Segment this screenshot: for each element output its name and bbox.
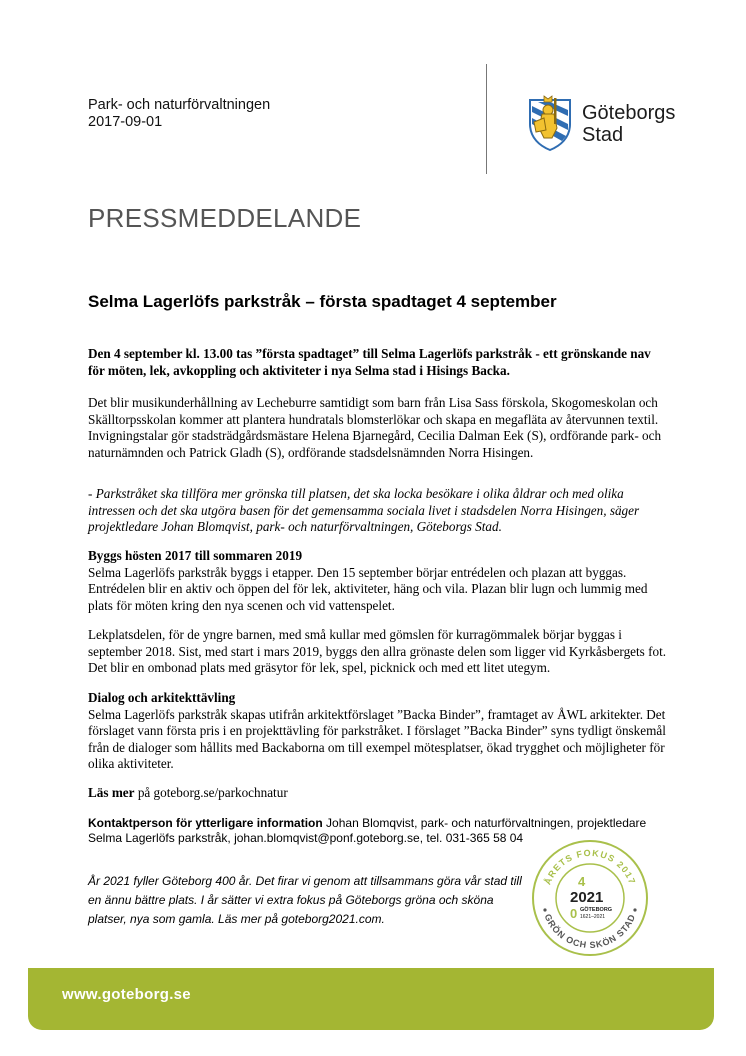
badge-digit-zero: 0 <box>570 906 578 921</box>
section-construction <box>88 548 668 614</box>
badge-years: 1621–2021 <box>580 914 606 920</box>
footer-website-link[interactable]: www.goteborg.se <box>62 986 191 1003</box>
contact-label: Kontaktperson för ytterligare information <box>88 816 323 830</box>
section-construction-text-1: Selma Lagerlöfs parkstråk byggs i etapper. Den 15 september börjar entrédelen och plazan att byggas. Entrédelen blir en aktiv och öppen del för lek, aktiviteter, häng och vila. Plazan blir lugn och lummig med plats för möten kring den nya scenen och vid vattenspelet. <box>88 564 648 613</box>
footer-bar <box>28 968 714 1030</box>
badge-year: 2021 <box>570 889 604 906</box>
document-type-title: PRESSMEDDELANDE <box>88 203 362 233</box>
read-more-link[interactable]: på goteborg.se/parkochnatur <box>137 785 288 800</box>
logo-wordmark <box>582 102 675 146</box>
logo-line-stad: Stad <box>582 124 624 146</box>
goteborgs-stad-crest-icon <box>524 94 576 152</box>
department-block <box>88 97 270 131</box>
department-name: Park- och naturförvaltningen <box>88 97 271 113</box>
press-date: 2017-09-01 <box>88 114 163 130</box>
contact-text: Johan Blomqvist, park- och naturförvaltningen, projektledare Selma Lagerlöfs parkstråk, johan.blomqvist@ponf.goteborg.se, tel. 031-365 58 04 <box>88 816 647 845</box>
lead-paragraph: Den 4 september kl. 13.00 tas ”första spadtaget” till Selma Lagerlöfs parkstråk - ett grönskande nav för möten, lek, avkoppling och aktiviteter i nya Selma stad i Hisings Backa. <box>88 346 651 378</box>
jubilee-text: År 2021 fyller Göteborg 400 år. Det firar vi genom att tillsammans göra vår stad till en ännu bättre plats. I år sätter vi extra fokus på Göteborgs gröna och sköna platser, nya som gamla. Läs mer på goteborg2021.com. <box>88 874 522 926</box>
header-divider <box>486 64 487 174</box>
badge-city: GÖTEBORG <box>580 907 613 913</box>
section-dialog-heading: Dialog och arkitekttävling <box>88 690 236 705</box>
badge-top-arc: ÅRETS FOKUS 2017 <box>542 847 638 887</box>
paragraph-program: Det blir musikunderhållning av Lecheburre samtidigt som barn från Lisa Sass förskola, Skogomeskolan och Skälltorpsskolan kommer att plantera hundratals blomsterlökar och skapa en megafläta av återvunnen textil. Invigningstalar gör stadsträdgårdsmästare Helena Bjarnegård, Cecilia Dalman Eek (S), ordförande park- och naturnämnden och Patrick Gladh (S), ordförande stadsdelsnämnden Norra Hisingen. <box>88 395 662 460</box>
read-more-line <box>88 785 668 802</box>
logo-line-goteborgs: Göteborgs <box>582 102 676 124</box>
section-dialog-text: Selma Lagerlöfs parkstråk skapas utifrån arkitektförslaget ”Backa Binder”, framtaget av ÅWL arkitekter. Det förslaget vann första pris i en projekttävling för parkstråket. I förslaget ”Backa Binder” syns tydligt önskemål från de dialoger som hållits med Backaborna om till exempel mötesplatser, ökad trygghet och möjligheter för olika aktiviteter. <box>88 706 666 771</box>
svg-text:ÅRETS FOKUS 2017 <box>542 848 637 886</box>
read-more-label: Läs mer <box>88 785 135 800</box>
quote-paragraph: - Parkstråket ska tillföra mer grönska till platsen, det ska locka besökare i olika åldrar och med olika intressen och det ska utgöra basen för det gemensamma sociala livet i stadsdelen Norra Hisingen, säger projektledare Johan Blomqvist, park- och naturförvaltningen, Göteborgs Stad. <box>88 486 640 534</box>
section-construction-text-2: Lekplatsdelen, för de yngre barnen, med små kullar med gömslen för kurragömmalek börjar byggas i september 2018. Sist, med start i mars 2019, byggs den allra grönaste delen som ligger vid Kyrkåsbergets fot. Det blir en ombonad plats med gräsytor för lek, spel, picknick och med ett litet utegym. <box>88 627 667 675</box>
section-dialog <box>88 690 668 773</box>
badge-bottom-arc: GRÖN OCH SKÖN STAD <box>542 912 638 951</box>
section-construction-heading: Byggs hösten 2017 till sommaren 2019 <box>88 548 303 563</box>
goteborg-2021-badge-icon <box>530 838 650 958</box>
badge-digit-four: 4 <box>578 874 586 889</box>
headline: Selma Lagerlöfs parkstråk – första spadtaget 4 september <box>88 292 557 311</box>
